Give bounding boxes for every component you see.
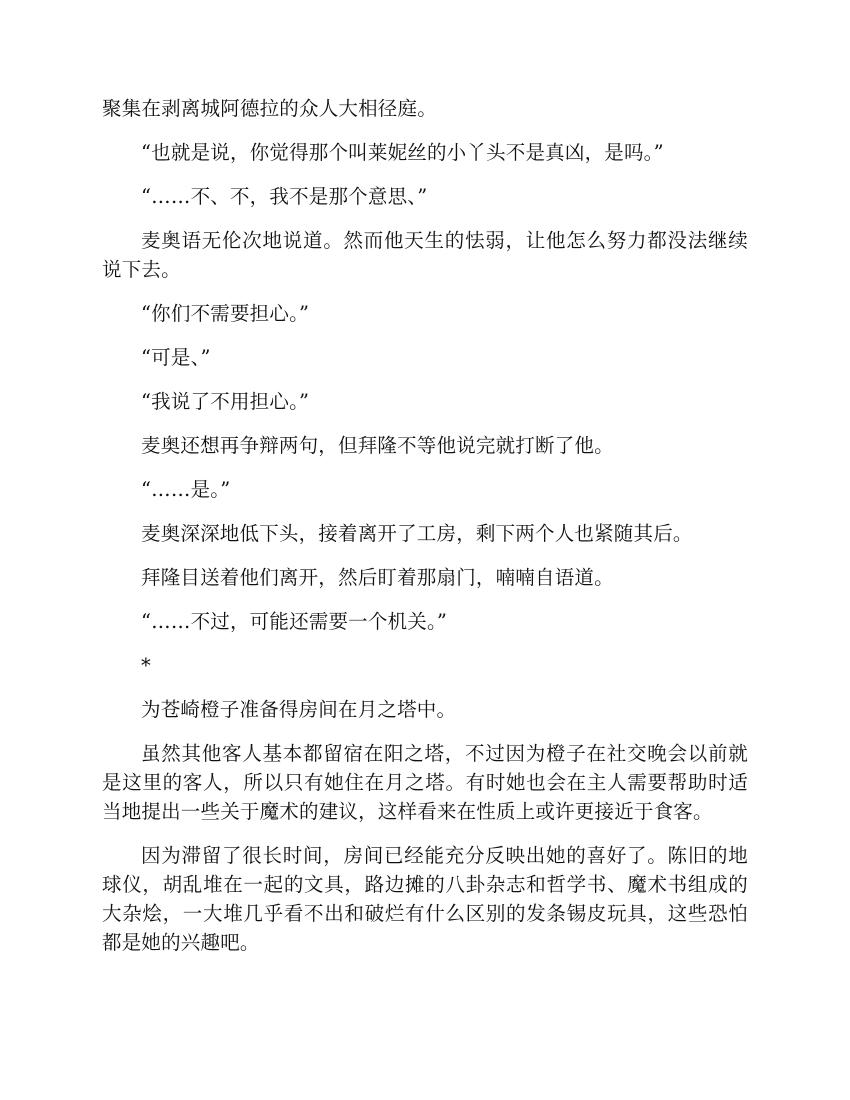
paragraph-9: “……是。” — [141, 478, 231, 501]
paragraph-7: “我说了不用担心。” — [141, 390, 310, 413]
paragraph-2: “也就是说，你觉得那个叫莱妮丝的小丫头不是真凶，是吗。” — [141, 141, 664, 164]
document-page — [102, 94, 748, 957]
paragraph-6: “可是、” — [141, 346, 211, 369]
paragraph-8: 麦奥还想再争辩两句，但拜隆不等他说完就打断了他。 — [141, 434, 614, 457]
paragraph-12: “……不过，可能还需要一个机关。” — [141, 610, 448, 633]
paragraph-5: “你们不需要担心。” — [141, 302, 310, 325]
paragraph-13: 为苍崎橙子准备得房间在月之塔中。 — [141, 698, 457, 721]
paragraph-1: 聚集在剥离城阿德拉的众人大相径庭。 — [102, 97, 437, 120]
paragraph-15: 因为滞留了很长时间，房间已经能充分反映出她的喜好了。陈旧的地球仪，胡乱堆在一起的文具，路边摊的八卦杂志和哲学书、魔术书组成的大杂烩，一大堆几乎看不出和破烂有什么区别的发条锡皮玩具，这些恐怕都是她的兴趣吧。 — [102, 844, 748, 954]
paragraph-10: 麦奥深深地低下头，接着离开了工房，剩下两个人也紧随其后。 — [141, 522, 693, 545]
paragraph-4: 麦奥语无伦次地说道。然而他天生的怯弱，让他怎么努力都没法继续说下去。 — [102, 229, 748, 281]
paragraph-14: 虽然其他客人基本都留宿在阳之塔，不过因为橙子在社交晚会以前就是这里的客人，所以只有她住在月之塔。有时她也会在主人需要帮助时适当地提出一些关于魔术的建议，这样看来在性质上或许更接近于食客。 — [102, 742, 748, 823]
scene-break: * — [141, 654, 151, 677]
paragraph-11: 拜隆目送着他们离开，然后盯着那扇门，喃喃自语道。 — [141, 566, 614, 589]
paragraph-3: “……不、不，我不是那个意思、” — [141, 185, 428, 208]
